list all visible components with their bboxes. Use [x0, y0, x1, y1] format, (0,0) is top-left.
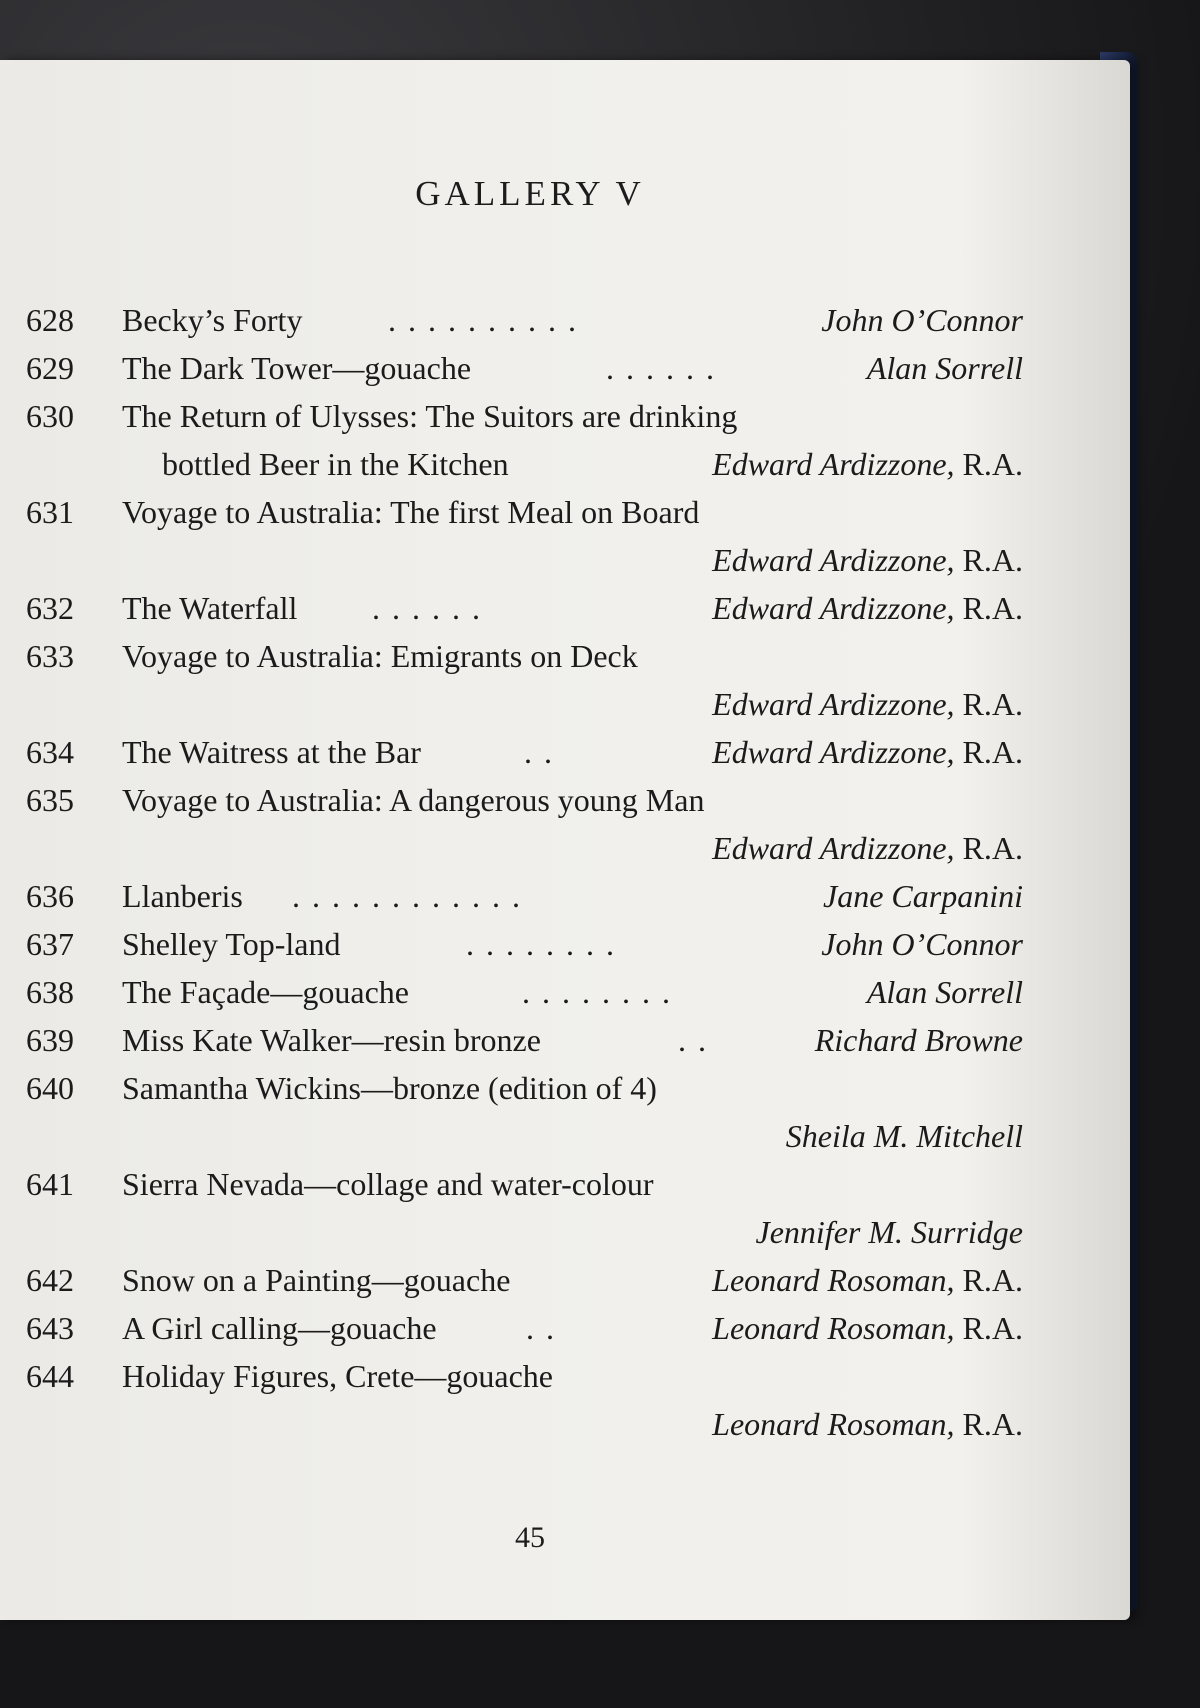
- entry-artist: Jennifer M. Surridge: [755, 1214, 1023, 1250]
- entry-number: 629: [26, 350, 74, 386]
- entry-artist: Edward Ardizzone, R.A.: [712, 734, 1023, 770]
- entry-title: The Waitress at the Bar: [122, 734, 421, 770]
- dot-leader: . . . . . . . . . .: [388, 302, 578, 338]
- entry-title: Voyage to Australia: A dangerous young Man: [122, 782, 705, 818]
- page-number: 45: [515, 1521, 545, 1554]
- entry-title: Miss Kate Walker—resin bronze: [122, 1022, 541, 1058]
- entry-artist: Edward Ardizzone, R.A.: [712, 590, 1023, 626]
- entry-artist: John O’Connor: [821, 302, 1023, 338]
- entry-artist: Edward Ardizzone, R.A.: [712, 542, 1023, 578]
- entry-title: Shelley Top-land: [122, 926, 341, 962]
- entry-artist: Alan Sorrell: [866, 350, 1023, 386]
- entry-number: 643: [26, 1310, 74, 1346]
- entry-number: 636: [26, 878, 74, 914]
- catalogue-page: [0, 60, 1130, 1620]
- entry-title: Holiday Figures, Crete—gouache: [122, 1358, 553, 1394]
- entry-title-continued: bottled Beer in the Kitchen: [162, 446, 509, 482]
- entry-number: 630: [26, 398, 74, 434]
- entry-number: 639: [26, 1022, 74, 1058]
- entry-artist: Leonard Rosoman, R.A.: [712, 1406, 1023, 1442]
- entry-title: The Dark Tower—gouache: [122, 350, 472, 386]
- dot-leader: . . . . . . . .: [466, 926, 616, 962]
- entry-number: 631: [26, 494, 74, 530]
- entry-number: 632: [26, 590, 74, 626]
- entry-artist: Richard Browne: [814, 1022, 1023, 1058]
- entry-title: Sierra Nevada—collage and water-colour: [122, 1166, 654, 1202]
- entry-artist: John O’Connor: [821, 926, 1023, 962]
- entry-artist: Alan Sorrell: [866, 974, 1023, 1010]
- entry-title: A Girl calling—gouache: [122, 1310, 437, 1346]
- entry-title: Voyage to Australia: The first Meal on Board: [122, 494, 700, 530]
- entry-number: 628: [26, 302, 74, 338]
- entry-title: Samantha Wickins—bronze (edition of 4): [122, 1070, 657, 1106]
- entry-artist: Edward Ardizzone, R.A.: [712, 446, 1023, 482]
- dot-leader: . . . . . . . .: [522, 974, 672, 1010]
- entry-number: 633: [26, 638, 74, 674]
- entry-title: Voyage to Australia: Emigrants on Deck: [122, 638, 638, 674]
- entry-title: The Façade—gouache: [122, 974, 409, 1010]
- gallery-heading: GALLERY V: [415, 174, 645, 213]
- entry-title: Becky’s Forty: [122, 302, 303, 338]
- entry-title: Llanberis: [122, 878, 243, 914]
- dot-leader: . .: [678, 1022, 708, 1058]
- entry-title: The Return of Ulysses: The Suitors are drinking: [122, 398, 738, 434]
- entry-artist: Leonard Rosoman, R.A.: [712, 1310, 1023, 1346]
- entry-number: 641: [26, 1166, 74, 1202]
- entry-artist: Jane Carpanini: [823, 878, 1023, 914]
- entry-number: 634: [26, 734, 74, 770]
- entry-artist: Edward Ardizzone, R.A.: [712, 686, 1023, 722]
- entry-title: Snow on a Painting—gouache: [122, 1262, 511, 1298]
- entry-artist: Edward Ardizzone, R.A.: [712, 830, 1023, 866]
- entry-artist: Leonard Rosoman, R.A.: [712, 1262, 1023, 1298]
- entries-list: [0, 304, 1130, 1504]
- entry-title: The Waterfall: [122, 590, 298, 626]
- dot-leader: . . . . . .: [606, 350, 716, 386]
- dot-leader: . . . . . . . . . . . .: [292, 878, 522, 914]
- entry-number: 642: [26, 1262, 74, 1298]
- entry-number: 638: [26, 974, 74, 1010]
- entry-artist: Sheila M. Mitchell: [785, 1118, 1023, 1154]
- entry-number: 644: [26, 1358, 74, 1394]
- entry-number: 640: [26, 1070, 74, 1106]
- dot-leader: . .: [526, 1310, 556, 1346]
- entry-number: 637: [26, 926, 74, 962]
- dot-leader: . .: [524, 734, 554, 770]
- entry-number: 635: [26, 782, 74, 818]
- dot-leader: . . . . . .: [372, 590, 482, 626]
